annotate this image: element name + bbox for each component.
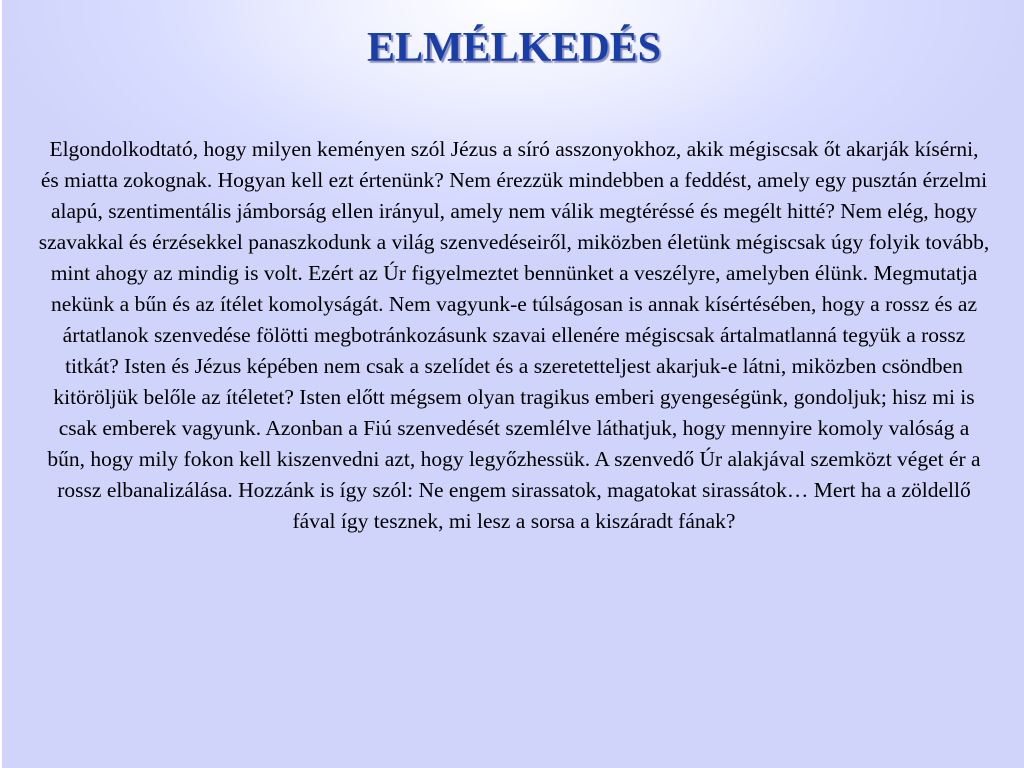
slide-body-text: Elgondolkodtató, hogy milyen keményen szól Jézus a síró asszonyokhoz, akik mégiscsak őt akarják kísérni, és miatta zokognak. Hogyan kell ezt értenünk? Nem érezzük mindebben a feddést, amely egy pusztán érzelmi alapú, szentimentális jámborság ellen irányul, amely nem válik megtéréssé és megélt hitté? Nem elég, hogy szavakkal és érzésekkel panaszkodunk a világ szenvedéseiről, miközben életünk mégiscsak úgy folyik tovább, mint ahogy az mindig is volt. Ezért az Úr figyelmeztet bennünket a veszélyre, amelyben élünk. Megmutatja nekünk a bűn és az ítélet komolyságát. Nem vagyunk-e túlságosan is annak kísértésében, hogy a rossz és az ártatlanok szenvedése fölötti megbotránkozásunk szavai ellenére mégiscsak ártalmatlanná tegyük a rossz titkát? Isten és Jézus képében nem csak a szelídet és a szeretetteljest akarjuk-e látni, miközben csöndben kitöröljük belőle az ítéletet? Isten előtt mégsem olyan tragikus emberi gyengeségünk, gondoljuk; hisz mi is csak emberek vagyunk. Azonban a Fiú szenvedését szemlélve láthatjuk, hogy mennyire komoly valóság a bűn, hogy mily fokon kell kiszenvedni azt, hogy legyőzhessük. A szenvedő Úr alakjával szemközt véget ér a rossz elbanalizálása. Hozzánk is így szól: Ne engem sirassatok, magatokat sirassátok… Mert ha a zöldellő fával így tesznek, mi lesz a sorsa a kiszáradt fának?: [38, 137, 990, 533]
slide-title: ELMÉLKEDÉS: [366, 25, 662, 71]
